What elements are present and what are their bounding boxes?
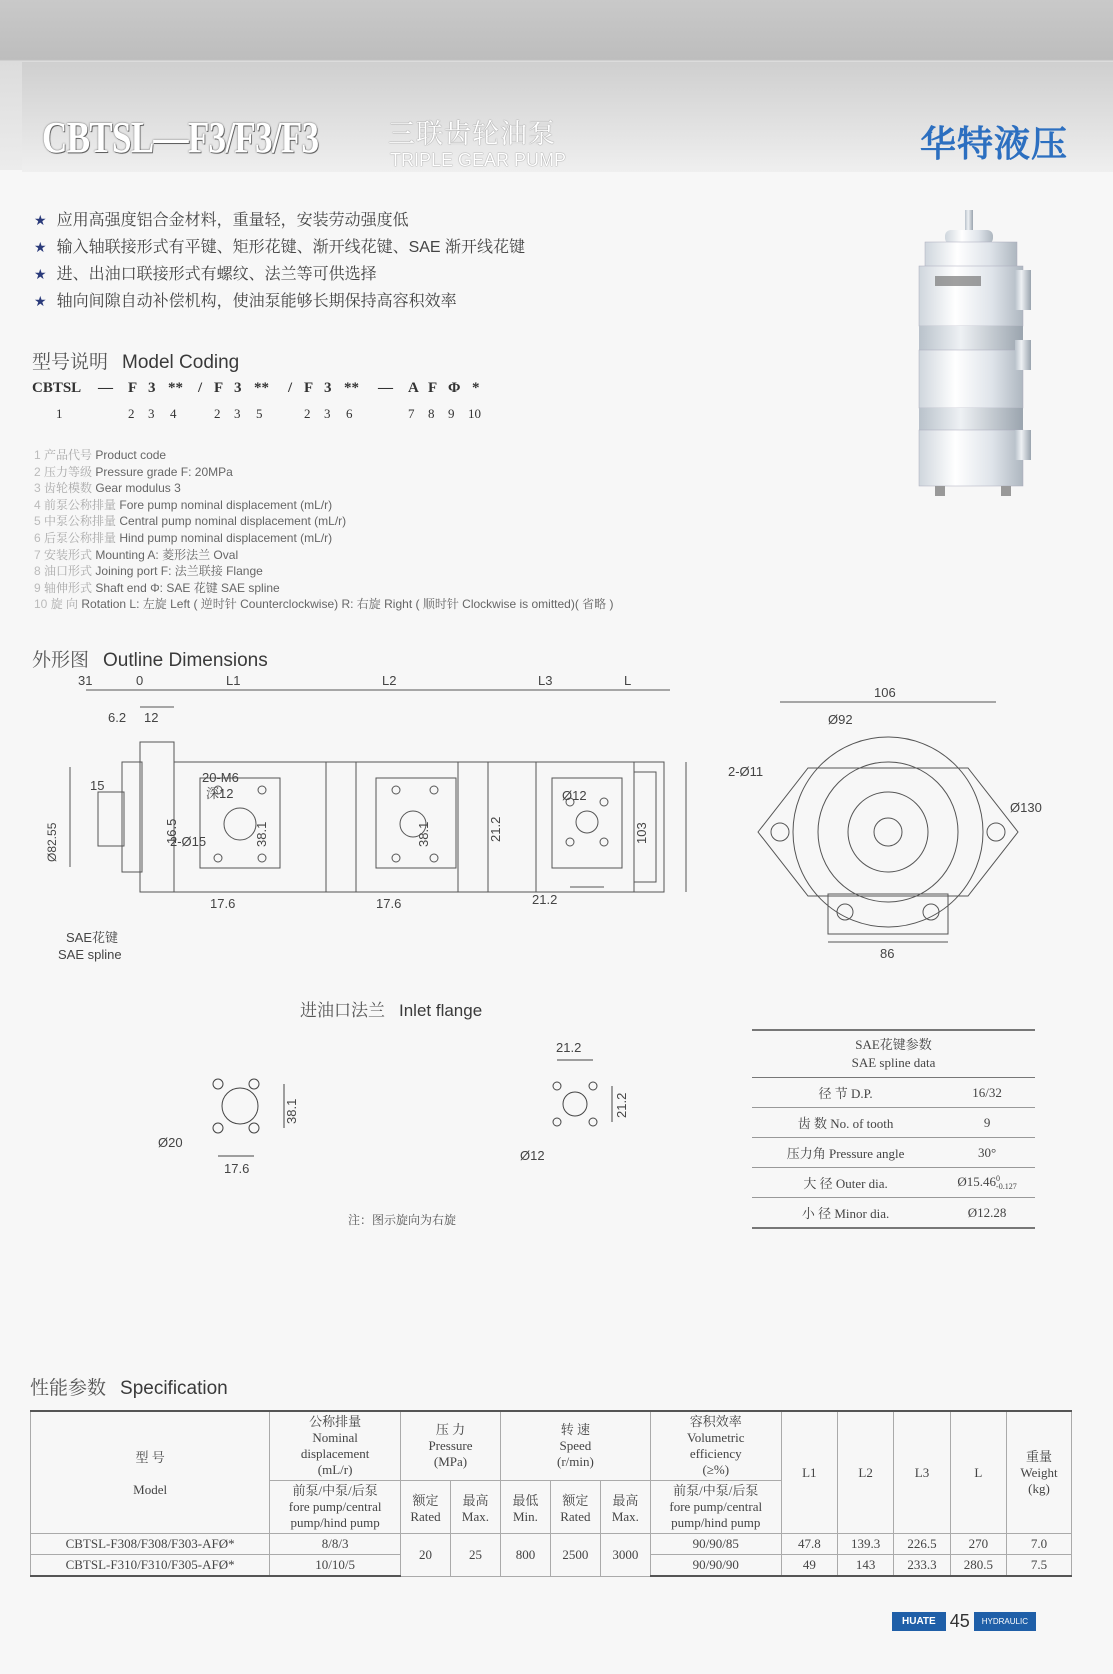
spline-table xyxy=(752,1029,1035,1229)
dim-L3: L3 xyxy=(538,673,553,688)
dim-holes2: 2-Ø11 xyxy=(728,764,764,779)
legend-cn: 旋 向 xyxy=(50,597,79,612)
dim-L: L xyxy=(624,673,632,688)
dim-12b: Ø12 xyxy=(562,788,587,803)
legend-item xyxy=(34,562,263,579)
inlet-flange-a xyxy=(150,1036,330,1186)
legend-item xyxy=(34,512,346,529)
dim-L1: L1 xyxy=(226,673,241,688)
dim-21-2-top: 21.2 xyxy=(556,1040,582,1055)
table-row: CBTSL-F308/F308/F303-AFØ* 8/8/3 20 25 800 2500 3000 90/90/85 47.8 139.3 226.5 270 7.0 xyxy=(31,1534,1072,1555)
legend-cn: 中泵公称排量 xyxy=(44,514,117,529)
legend-en: Product code xyxy=(95,448,167,462)
legend-item xyxy=(34,496,332,513)
dim-106: 106 xyxy=(874,685,896,700)
dim-21-2b: 21.2 xyxy=(532,892,558,907)
dim-38-1a: 38.1 xyxy=(254,821,269,847)
page-number: 45 xyxy=(949,1610,970,1631)
dim-depth: 深12 xyxy=(206,786,234,801)
legend-en: Rotation L: 左旋 Left ( 逆时针 Counterclockwise) R: 右旋 Right ( 顺时针 Clockwise is omitted)( 省略 ) xyxy=(81,597,614,612)
model-coding-title: 型号说明 Model Coding xyxy=(32,352,240,373)
legend-en: Central pump nominal displacement (mL/r) xyxy=(119,514,347,529)
spline-table-header: SAE花键参数 SAE spline data xyxy=(752,1030,1035,1078)
dim-thread: 20-M6 xyxy=(202,770,239,785)
table-row: CBTSL-F310/F310/F305-AFØ* 10/10/5 90/90/90 49 143 233.3 280.5 7.5 xyxy=(31,1555,1072,1577)
spec-table: 型 号 Model 公称排量 Nominal displacement (mL/r) 压 力 Pressure (MPa) 转 速 Speed (r/min) 容积效率 Volumetric efficiency (≥%) L1 L2 L3 L 重量 Weight (kg) 前泵/中泵/后泵 fore pump/central pump/hind pump 额定 Rated 最高 Max. 最低 Min. 额定 Rated 最高 Max. 前泵/中泵/后泵 fore pump/central pump/hind pump CBTSL-F308/F308/F303-AFØ* 8/8/3 20 25 800 2500 3000 90/90/85 47.8 139.3 226.5 270 7.0 CBTSL-F310/F310/F305-AFØ* 10/10/5 90/90/90 49 143 233.3 280.5 7.5 xyxy=(30,1410,1072,1577)
legend-item xyxy=(34,463,233,480)
dim-21-2-side: 21.2 xyxy=(614,1092,629,1118)
star-icon: ★ xyxy=(34,293,47,309)
legend-en: Hind pump nominal displacement (mL/r) xyxy=(119,531,333,545)
dim-17-6: 17.6 xyxy=(224,1161,250,1176)
dim-31: 31 xyxy=(78,673,93,688)
legend-cn: 后泵公称排量 xyxy=(44,531,117,545)
table-row: 小 径 Minor dia. Ø12.28 xyxy=(752,1198,1035,1229)
legend-number: 5 xyxy=(34,514,41,529)
table-row: 径 节 D.P. 16/32 xyxy=(752,1078,1035,1108)
title-en: TRIPLE GEAR PUMP xyxy=(390,150,567,170)
spec-title: 性能参数 Specification xyxy=(30,1378,228,1399)
legend-number: 8 xyxy=(34,564,41,579)
legend-number: 10 xyxy=(34,597,48,612)
rotation-note: 注：图示旋向为右旋 xyxy=(348,1213,457,1227)
feature-item: ★ 进、出油口联接形式有螺纹、法兰等可供选择 xyxy=(34,266,377,283)
dim-38-1b: 38.1 xyxy=(416,821,431,847)
legend-cn: 安装形式 xyxy=(44,547,93,562)
legend-cn: 前泵公称排量 xyxy=(44,497,117,512)
legend-cn: 压力等级 xyxy=(44,464,93,479)
legend-item xyxy=(34,479,181,496)
legend-number: 3 xyxy=(34,481,41,496)
legend-en: Pressure grade F: 20MPa xyxy=(95,464,233,479)
footer-tag: HYDRAULIC xyxy=(974,1612,1036,1631)
legend-en: Joining port F: 法兰联接 Flange xyxy=(95,564,263,579)
dim-38-1: 38.1 xyxy=(284,1098,299,1124)
dim-holes: 2-Ø15 xyxy=(170,834,207,849)
code-string: CBTSL — F 3 ** / F 3 ** / F 3 ** — A F Φ * 1 2 3 4 2 3 5 2 3 6 7 8 9 10 xyxy=(32,380,481,421)
legend-number: 9 xyxy=(34,580,41,595)
legend-item xyxy=(34,579,280,596)
legend-cn: 齿轮模数 xyxy=(44,481,93,496)
dim-L2: L2 xyxy=(382,673,397,688)
feature-item: ★ 轴向间隙自动补偿机构，使油泵能够长期保持高容积效率 xyxy=(34,293,457,310)
spline-label-en: SAE spline xyxy=(58,947,122,962)
star-icon: ★ xyxy=(34,239,47,255)
table-row: 压力角 Pressure angle 30° xyxy=(752,1138,1035,1168)
dim-0: 0 xyxy=(136,673,144,688)
star-icon: ★ xyxy=(34,266,47,282)
dim-130: Ø130 xyxy=(1010,800,1042,815)
legend-en: Shaft end Φ: SAE 花键 SAE spline xyxy=(95,580,280,595)
spline-label-cn: SAE花键 xyxy=(66,930,119,945)
inlet-flange-b xyxy=(520,1030,650,1180)
dim-92: Ø92 xyxy=(828,712,853,727)
legend-en: Fore pump nominal displacement (mL/r) xyxy=(119,497,333,512)
feature-item: ★ 输入轴联接形式有平键、矩形花键、渐开线花键、SAE 渐开线花键 xyxy=(34,239,526,256)
dim-12: Ø12 xyxy=(520,1148,545,1163)
dim-15: 15 xyxy=(90,778,105,793)
legend-number: 1 xyxy=(34,448,41,462)
legend-item xyxy=(34,446,166,463)
legend-item xyxy=(34,529,332,546)
legend-item xyxy=(34,546,238,563)
table-row: 齿 数 No. of tooth 9 xyxy=(752,1108,1035,1138)
legend-en: Gear modulus 3 xyxy=(95,481,181,496)
dim-20: Ø20 xyxy=(158,1135,183,1150)
dim-17-6a: 17.6 xyxy=(210,896,236,911)
legend-cn: 产品代号 xyxy=(44,448,93,462)
table-row: 大 径 Outer dia. Ø15.460 -0.127 xyxy=(752,1168,1035,1198)
star-icon: ★ xyxy=(34,212,47,228)
legend-number: 7 xyxy=(34,547,41,562)
outline-title: 外形图 Outline Dimensions xyxy=(32,650,268,671)
legend-number: 4 xyxy=(34,497,41,512)
side-view-drawing xyxy=(30,672,690,992)
legend-number: 2 xyxy=(34,464,41,479)
legend-number: 6 xyxy=(34,531,41,545)
legend-cn: 油口形式 xyxy=(44,564,93,579)
dim-103: 103 xyxy=(634,822,649,844)
inlet-title: 进油口法兰 Inlet flange xyxy=(300,1001,483,1020)
dim-6-2: 6.2 xyxy=(108,710,127,725)
front-view-drawing xyxy=(728,682,1058,992)
dim-16-5: 16.5 xyxy=(164,818,179,844)
dim-86: 86 xyxy=(880,946,895,961)
brand-logo: 华特液压 xyxy=(919,123,1068,164)
legend-cn: 轴伸形式 xyxy=(44,580,93,595)
product-title: CBTSL—F3/F3/F3 xyxy=(42,113,319,162)
dim-12: 12 xyxy=(144,710,159,725)
page-footer xyxy=(892,1610,1036,1632)
dim-17-6b: 17.6 xyxy=(376,896,402,911)
footer-brand: HUATE xyxy=(892,1612,946,1631)
feature-item: ★ 应用高强度铝合金材料，重量轻，安装劳动强度低 xyxy=(34,212,409,229)
dim-dia82: Ø82.55 xyxy=(45,822,59,862)
title-cn: 三联齿轮油泵 xyxy=(388,119,556,149)
legend-en: Mounting A: 菱形法兰 Oval xyxy=(95,547,239,562)
dim-21-2a: 21.2 xyxy=(488,816,503,842)
pump-photo xyxy=(905,210,1050,520)
legend-item xyxy=(34,595,614,612)
